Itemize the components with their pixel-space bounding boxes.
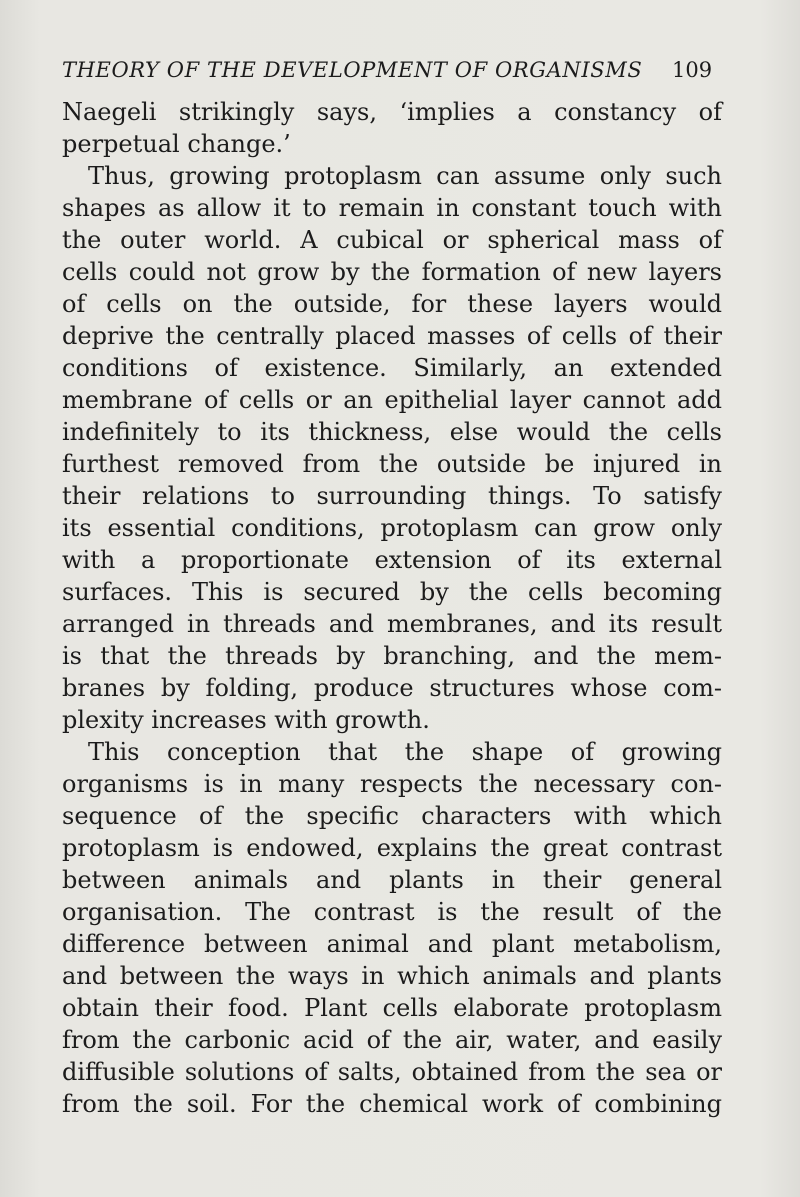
page-header	[62, 58, 752, 88]
text-line: of cells on the outside, for these layers would	[62, 290, 722, 318]
text-line: perpetual change.’	[62, 130, 291, 158]
text-line: from the soil. For the chemical work of combining	[62, 1090, 722, 1118]
text-line: obtain their food. Plant cells elaborate protoplasm	[62, 994, 722, 1022]
text-line: arranged in threads and membranes, and its result	[62, 610, 722, 638]
text-line: diffusible solutions of salts, obtained from the sea or	[62, 1058, 722, 1086]
text-line: furthest removed from the outside be injured in	[62, 450, 722, 478]
text-line: This conception that the shape of growing	[88, 738, 722, 766]
text-line: the outer world. A cubical or spherical mass of	[62, 226, 722, 254]
text-line: organisms is in many respects the necessary con-	[62, 770, 722, 798]
text-line: Naegeli strikingly says, ‘implies a constancy of	[62, 98, 722, 126]
text-line: from the carbonic acid of the air, water, and easily	[62, 1026, 722, 1054]
text-line: conditions of existence. Similarly, an extended	[62, 354, 722, 382]
text-line: organisation. The contrast is the result of the	[62, 898, 722, 926]
body-text	[62, 96, 722, 1120]
text-line: cells could not grow by the formation of new layers	[62, 258, 722, 286]
page-number: 109	[672, 58, 713, 82]
text-line: branes by folding, produce structures whose com-	[62, 674, 722, 702]
text-line: indefinitely to its thickness, else would the cells	[62, 418, 722, 446]
text-line: and between the ways in which animals and plants	[62, 962, 722, 990]
text-line: with a proportionate extension of its external	[62, 546, 722, 574]
text-line: difference between animal and plant metabolism,	[62, 930, 722, 958]
text-line: membrane of cells or an epithelial layer cannot add	[62, 386, 722, 414]
text-line: Thus, growing protoplasm can assume only such	[88, 162, 722, 190]
text-line: surfaces. This is secured by the cells becoming	[62, 578, 722, 606]
text-line: plexity increases with growth.	[62, 706, 430, 734]
text-line: protoplasm is endowed, explains the great contrast	[62, 834, 722, 862]
text-line: their relations to surrounding things. To satisfy	[62, 482, 722, 510]
running-head: THEORY OF THE DEVELOPMENT OF ORGANISMS	[62, 58, 643, 82]
text-line: its essential conditions, protoplasm can grow only	[62, 514, 722, 542]
text-line: is that the threads by branching, and the mem-	[62, 642, 722, 670]
text-line: between animals and plants in their general	[62, 866, 722, 894]
text-line: sequence of the specific characters with which	[62, 802, 722, 830]
text-line: shapes as allow it to remain in constant touch with	[62, 194, 722, 222]
text-line: deprive the centrally placed masses of cells of their	[62, 322, 722, 350]
